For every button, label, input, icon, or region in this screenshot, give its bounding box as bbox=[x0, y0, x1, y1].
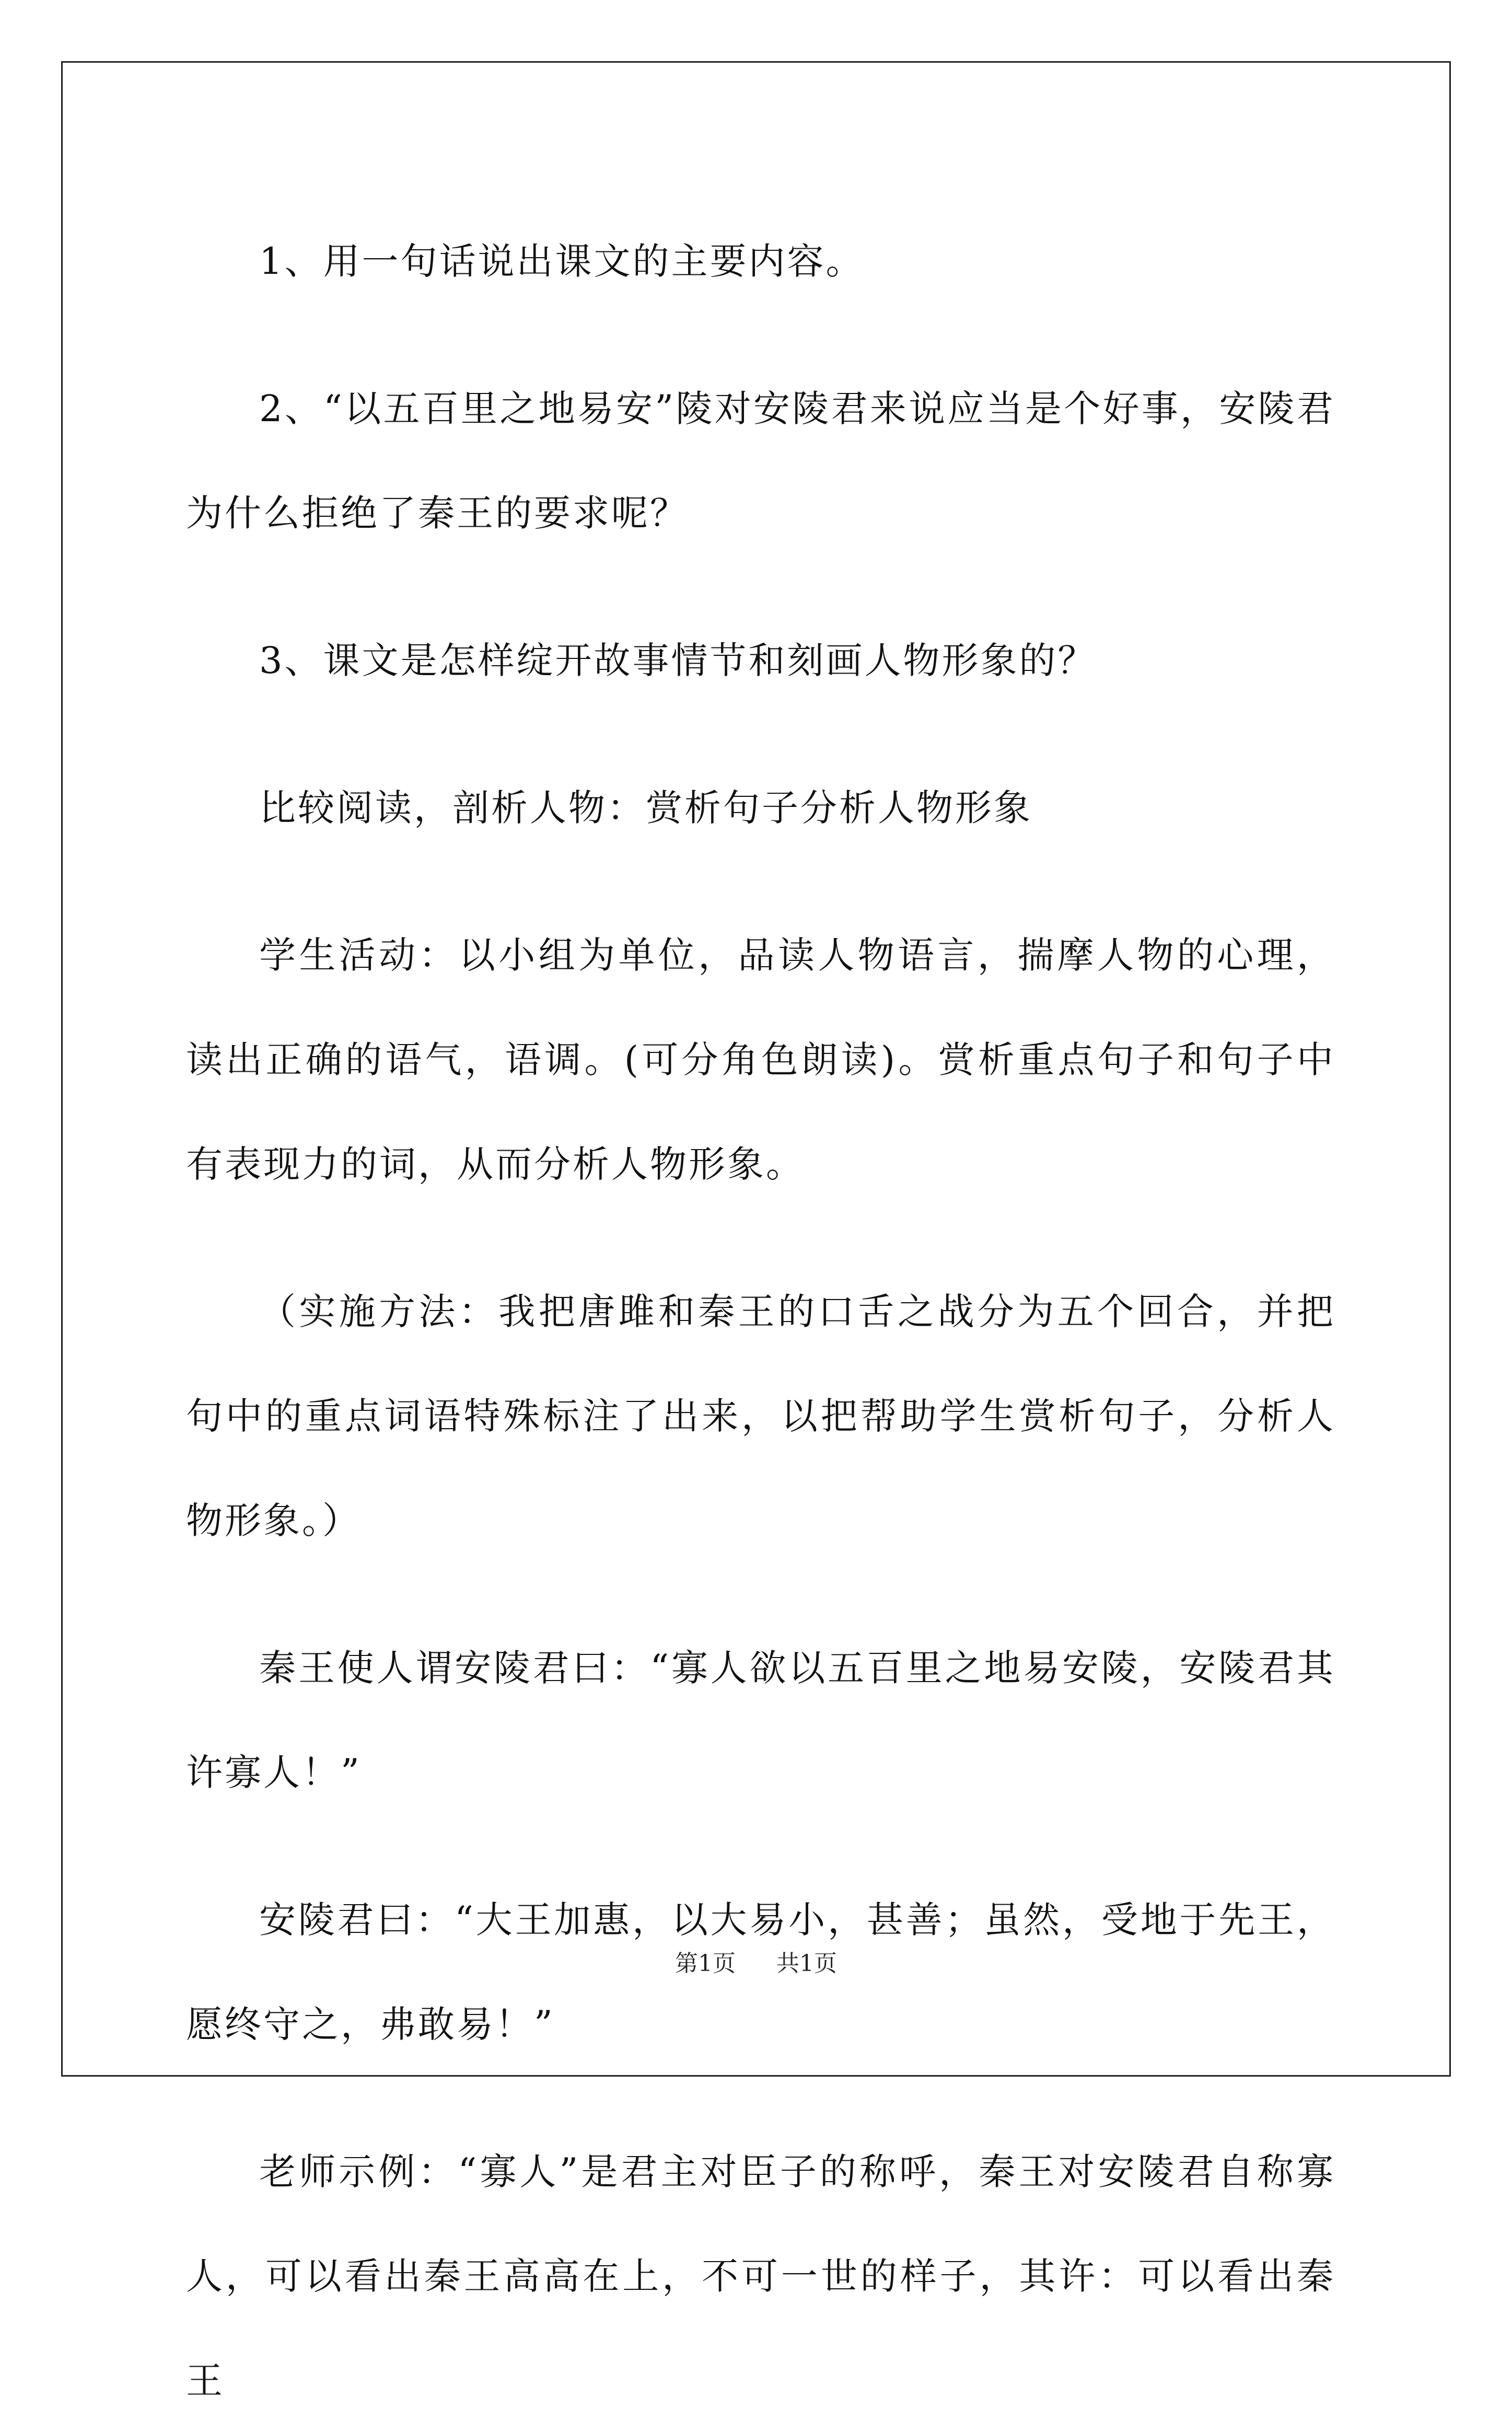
page-total: 共1页 bbox=[776, 1950, 837, 1977]
page-number: 第1页 bbox=[675, 1950, 736, 1977]
paragraph-quote-qin-king: 秦王使人谓安陵君曰：“寡人欲以五百里之地易安陵，安陵君其许寡人！” bbox=[186, 1647, 1335, 1794]
paragraph-method: （实施方法：我把唐雎和秦王的口舌之战分为五个回合，并把句中的重点词语特殊标注了出来，以把帮助学生赏析句子，分析人物形象。） bbox=[186, 1290, 1335, 1542]
paragraph-quote-anling-lord: 安陵君曰：“大王加惠，以大易小，甚善；虽然，受地于先王，愿终守之，弗敢易！” bbox=[186, 1898, 1335, 2046]
paragraph-student-activity: 学生活动：以小组为单位，品读人物语言，揣摩人物的心理，读出正确的语气，语调。(可分角色朗读)。赏析重点句子和句子中有表现力的词，从而分析人物形象。 bbox=[186, 934, 1335, 1186]
page-footer bbox=[0, 1948, 1512, 1979]
paragraph-question-2: 2、“以五百里之地易安”陵对安陵君来说应当是个好事，安陵君为什么拒绝了秦王的要求呢？ bbox=[186, 387, 1335, 535]
paragraph-question-3: 3、课文是怎样绽开故事情节和刻画人物形象的？ bbox=[259, 639, 1097, 682]
paragraph-question-1: 1、用一句话说出课文的主要内容。 bbox=[259, 240, 865, 283]
paragraph-teacher-example: 老师示例：“寡人”是君主对臣子的称呼，秦王对安陵君自称寡人，可以看出秦王高高在上，不可一世的样子，其许：可以看出秦王 bbox=[186, 2150, 1335, 2402]
document-body bbox=[186, 209, 1335, 2433]
paragraph-section-heading: 比较阅读，剖析人物：赏析句子分析人物形象 bbox=[259, 786, 1032, 829]
